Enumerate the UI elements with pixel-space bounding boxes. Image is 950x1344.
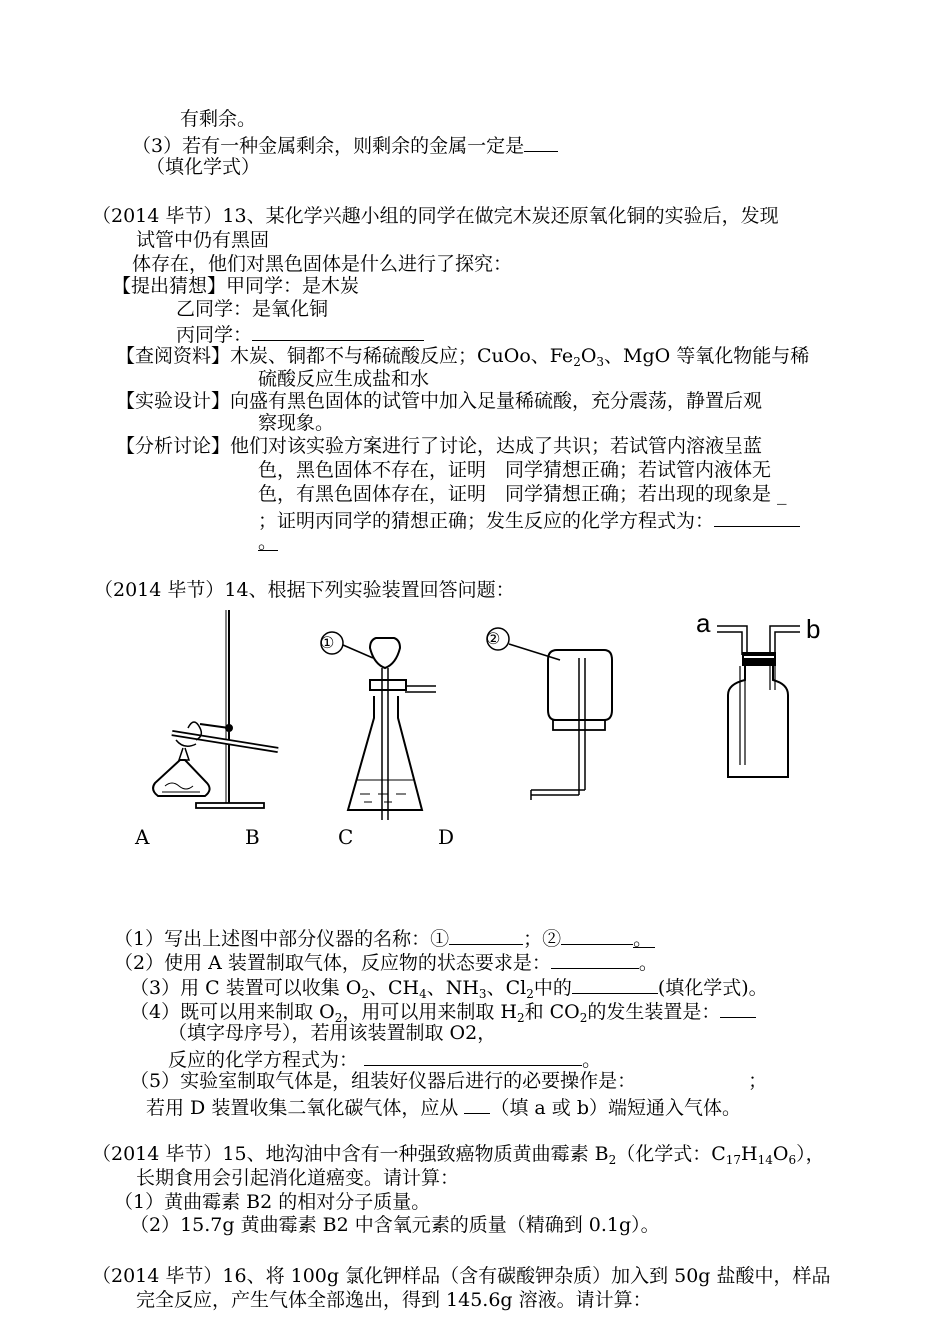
- bottle-pipe-apparatus: [487, 628, 612, 800]
- q13-design-cont: 察现象。: [258, 412, 335, 434]
- q13-discussion-2: 色，黑色固体不存在，证明 同学猜想正确；若试管内液体无: [258, 459, 772, 481]
- answer-blank: [252, 320, 424, 341]
- q14-part-4: （4）既可以用来制取 $O_2$，用可以用来制取 $H_2$和 $CO_2$的发生装置是：: [130, 997, 756, 1024]
- answer-blank: [714, 506, 800, 527]
- answer-blank: [524, 131, 558, 152]
- q13-line-3: 体存在，他们对黑色固体是什么进行了探究：: [132, 253, 513, 275]
- q14-part-3: （3）用 C 装置可以收集 $O_2$、$CH_4$、$NH_3$、$Cl_2$中的 (填化学式)。: [130, 973, 768, 1000]
- q13-hypothesis-b: 乙同学：是氧化铜: [176, 298, 329, 320]
- q13-hypothesis-c: 丙同学：: [176, 320, 424, 347]
- q15-line-1: （2014 毕节）15、地沟油中含有一种强致癌物质黄曲霉素 $B_2$（化学式：$C_{17}H_{14}O_6$），: [92, 1143, 825, 1167]
- q14-part-1: （1）写出上述图中部分仪器的名称：① ；② 。: [114, 924, 655, 951]
- q12-line-3: （填化学式）: [146, 156, 261, 178]
- q15-line-2: 长期食用会引起消化道癌变。请计算：: [136, 1167, 460, 1189]
- label-A: A: [135, 825, 150, 849]
- q14-part-4-eq: 反应的化学方程式为： 。: [168, 1045, 601, 1072]
- q12-line-1: 有剩余。: [180, 108, 257, 130]
- q14-part-5-cont: 若用 D 装置收集二氧化碳气体，应从 （填 a 或 b）端短通入气体。: [146, 1093, 741, 1120]
- label-B: B: [245, 825, 260, 849]
- flask-funnel-apparatus: [321, 632, 436, 820]
- q14-part-5: （5）实验室制取气体是，组装好仪器后进行的必要操作是： ；: [130, 1070, 768, 1092]
- q13-discussion: 【分析讨论】他们对该实验方案进行了讨论，达成了共识；若试管内溶液呈蓝: [116, 435, 763, 457]
- q16-line-2: 完全反应，产生气体全部逸出，得到 145.6g 溶液。请计算：: [136, 1289, 652, 1311]
- gas-bottle-apparatus: [717, 626, 800, 777]
- q14-part-2: （2）使用 A 装置制取气体，反应物的状态要求是： 。: [114, 948, 658, 975]
- q14-part-4-cont: （填字母序号），若用该装置制取 O2，: [168, 1022, 497, 1044]
- q13-design: 【实验设计】向盛有黑色固体的试管中加入足量稀硫酸，充分震荡，静置后观: [116, 390, 763, 412]
- label-b: b: [806, 614, 821, 644]
- q13-discussion-5: 。: [258, 531, 278, 553]
- q13-discussion-4: ；证明丙同学的猜想正确；发生反应的化学方程式为：: [258, 506, 800, 533]
- label-1: ①: [320, 635, 335, 652]
- label-2: ②: [486, 631, 501, 648]
- label-a: a: [696, 608, 711, 638]
- q14-title: （2014 毕节）14、根据下列实验装置回答问题：: [94, 579, 515, 601]
- q12-line-2: （3）若有一种金属剩余，则剩余的金属一定是: [132, 131, 558, 158]
- label-D: D: [438, 825, 455, 849]
- q15-line-4: （2）15.7g 黄曲霉素 B2 中含氧元素的质量（精确到 0.1g）。: [130, 1214, 660, 1236]
- q13-line-2: 试管中仍有黑固: [136, 229, 270, 251]
- q13-references: 【查阅资料】木炭、铜都不与稀硫酸反应；CuOo、$Fe_2O_3$、MgO 等氧化物能与稀: [116, 345, 810, 369]
- q13-hypothesis-a: 【提出猜想】甲同学：是木炭: [112, 275, 360, 297]
- q13-references-cont: 硫酸反应生成盐和水: [258, 368, 430, 390]
- q13-line-1: （2014 毕节）13、某化学兴趣小组的同学在做完木炭还原氧化铜的实验后，发现: [92, 205, 779, 227]
- apparatus-figure: [0, 600, 950, 830]
- label-C: C: [338, 825, 354, 849]
- q15-line-3: （1）黄曲霉素 B2 的相对分子质量。: [114, 1191, 431, 1213]
- iron-stand-apparatus: [153, 610, 278, 808]
- q16-line-1: （2014 毕节）16、将 100g 氯化钾样品（含有碳酸钾杂质）加入到 50g 盐酸中，样品: [92, 1265, 831, 1287]
- q13-discussion-3: 色，有黑色固体存在，证明 同学猜想正确；若出现的现象是 _: [258, 483, 787, 505]
